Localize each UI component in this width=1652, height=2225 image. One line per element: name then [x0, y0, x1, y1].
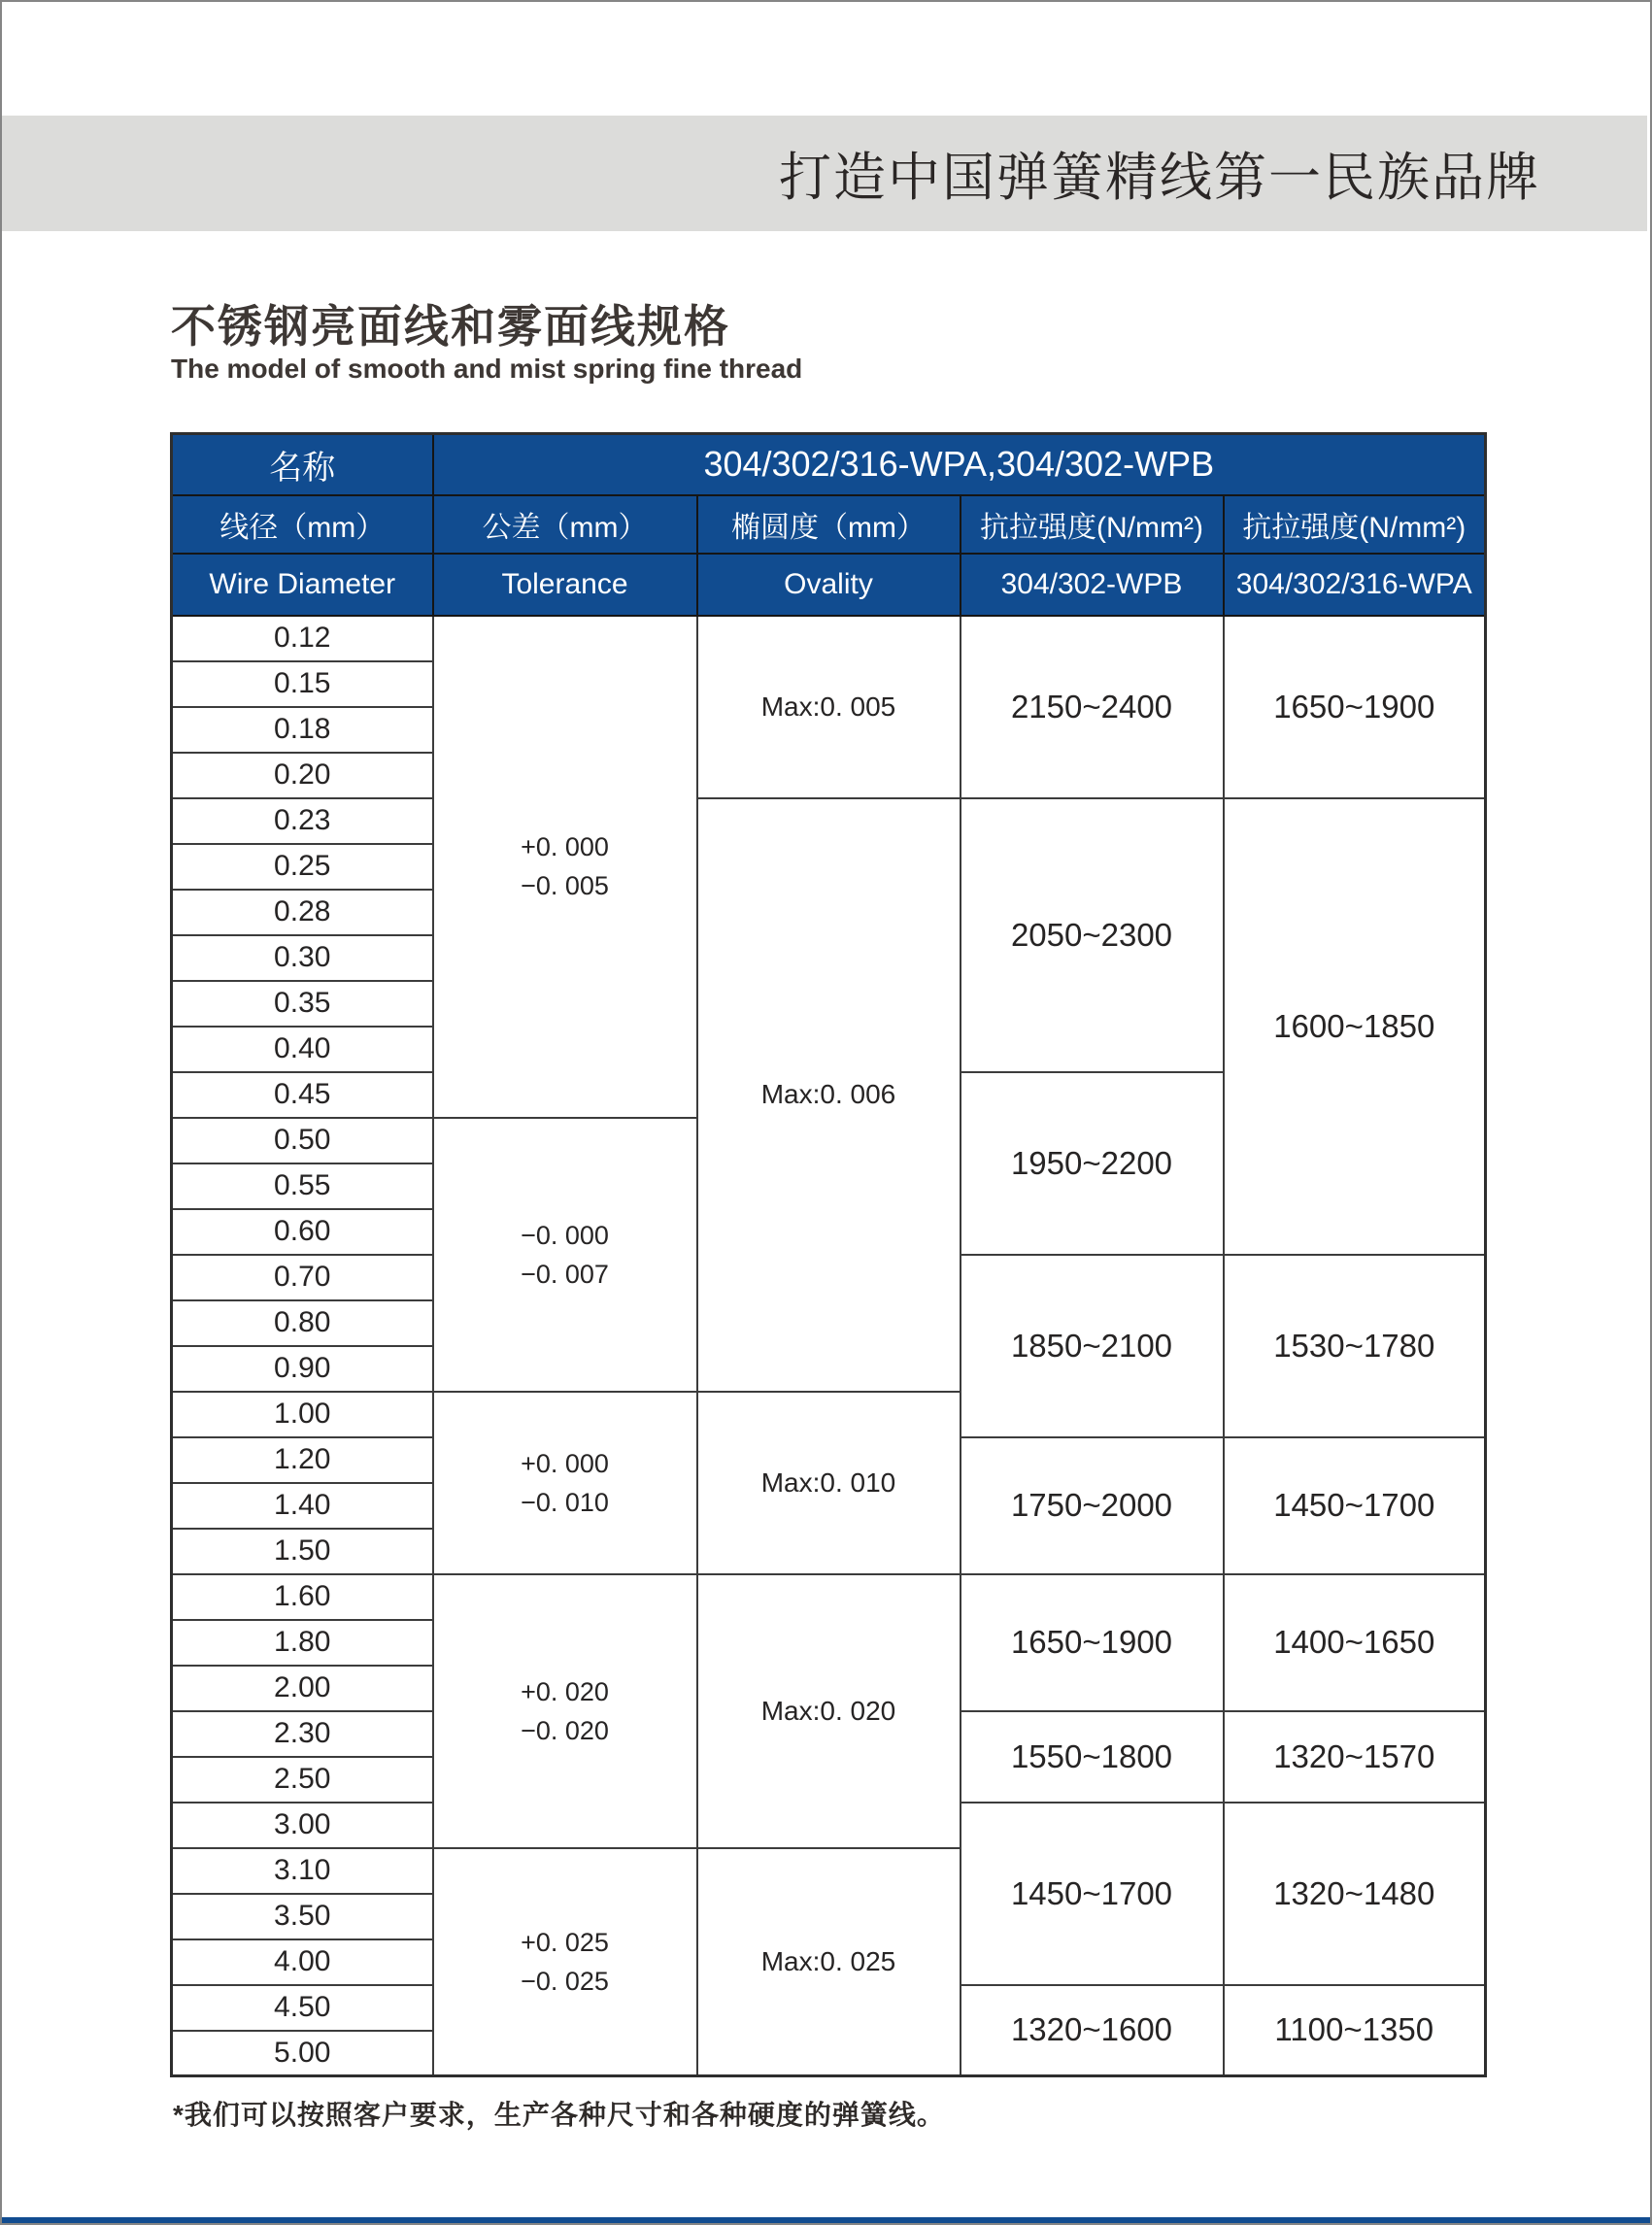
wire-diameter-cell: 0.23 [172, 798, 433, 844]
wire-diameter-cell: 0.30 [172, 935, 433, 981]
brand-banner [2, 116, 1647, 231]
col-header-wire-diameter-zh: 线径（mm） [172, 495, 433, 554]
wpb-cell: 1450~1700 [961, 1803, 1224, 1985]
col-header-ovality-en: Ovality [697, 554, 961, 616]
page-title: 不锈钢亮面线和雾面线规格 [171, 301, 730, 352]
ovality-cell: Max:0. 025 [697, 1848, 961, 2076]
table-row [172, 616, 1486, 661]
wire-diameter-cell: 0.60 [172, 1209, 433, 1255]
spec-table-body [172, 616, 1486, 2076]
spec-table-header [172, 434, 1486, 616]
header-row-zh [172, 495, 1486, 554]
wire-diameter-cell: 1.40 [172, 1483, 433, 1529]
wpb-cell: 1950~2200 [961, 1072, 1224, 1255]
wire-diameter-cell: 0.90 [172, 1346, 433, 1392]
wpb-cell: 1550~1800 [961, 1711, 1224, 1803]
wire-diameter-cell: 0.55 [172, 1163, 433, 1209]
bottom-accent-bar [2, 2217, 1650, 2223]
wpa-cell: 1600~1850 [1224, 798, 1486, 1255]
tolerance-cell: +0. 020 −0. 020 [433, 1574, 697, 1848]
wire-diameter-cell: 0.35 [172, 981, 433, 1027]
wire-diameter-cell: 0.50 [172, 1118, 433, 1163]
col-header-wpa-en: 304/302/316-WPA [1224, 554, 1486, 616]
wire-diameter-cell: 0.25 [172, 844, 433, 890]
wire-diameter-cell: 3.00 [172, 1803, 433, 1848]
ovality-cell: Max:0. 005 [697, 616, 961, 798]
wire-diameter-cell: 4.00 [172, 1939, 433, 1985]
wpb-cell: 1650~1900 [961, 1574, 1224, 1711]
ovality-cell: Max:0. 006 [697, 798, 961, 1392]
wire-diameter-cell: 0.28 [172, 890, 433, 935]
wire-diameter-cell: 4.50 [172, 1985, 433, 2031]
ovality-cell: Max:0. 010 [697, 1392, 961, 1574]
wpa-cell: 1400~1650 [1224, 1574, 1486, 1711]
col-header-wpb-en: 304/302-WPB [961, 554, 1224, 616]
ovality-cell: Max:0. 020 [697, 1574, 961, 1848]
col-header-tolerance-en: Tolerance [433, 554, 697, 616]
wpa-cell: 1650~1900 [1224, 616, 1486, 798]
col-header-tensile-wpb-zh: 抗拉强度(N/mm²) [961, 495, 1224, 554]
wpb-cell: 1750~2000 [961, 1437, 1224, 1574]
col-header-wire-diameter-en: Wire Diameter [172, 554, 433, 616]
wire-diameter-cell: 2.00 [172, 1666, 433, 1711]
col-header-ovality-zh: 椭圆度（mm） [697, 495, 961, 554]
table-row [172, 798, 1486, 844]
wire-diameter-cell: 2.50 [172, 1757, 433, 1803]
wpb-cell: 1320~1600 [961, 1985, 1224, 2076]
wpb-cell: 1850~2100 [961, 1255, 1224, 1437]
wire-diameter-cell: 1.80 [172, 1620, 433, 1666]
wpb-cell: 2050~2300 [961, 798, 1224, 1072]
wire-diameter-cell: 0.20 [172, 753, 433, 798]
wire-diameter-cell: 3.50 [172, 1894, 433, 1939]
tolerance-cell: +0. 025 −0. 025 [433, 1848, 697, 2076]
wire-diameter-cell: 0.15 [172, 661, 433, 707]
wpb-cell: 2150~2400 [961, 616, 1224, 798]
spec-table [170, 432, 1487, 2077]
header-row-name [172, 434, 1486, 495]
wire-diameter-cell: 0.18 [172, 707, 433, 753]
wire-diameter-cell: 5.00 [172, 2031, 433, 2076]
wpa-cell: 1530~1780 [1224, 1255, 1486, 1437]
tolerance-cell: +0. 000 −0. 005 [433, 616, 697, 1118]
wire-diameter-cell: 0.45 [172, 1072, 433, 1118]
col-header-tensile-wpa-zh: 抗拉强度(N/mm²) [1224, 495, 1486, 554]
wire-diameter-cell: 0.40 [172, 1027, 433, 1072]
wpa-cell: 1450~1700 [1224, 1437, 1486, 1574]
tolerance-cell: +0. 000 −0. 010 [433, 1392, 697, 1574]
page-subtitle: The model of smooth and mist spring fine thread [171, 354, 803, 384]
wpa-cell: 1320~1480 [1224, 1803, 1486, 1985]
wire-diameter-cell: 0.80 [172, 1300, 433, 1346]
wire-diameter-cell: 1.20 [172, 1437, 433, 1483]
tolerance-cell: −0. 000 −0. 007 [433, 1118, 697, 1392]
wire-diameter-cell: 3.10 [172, 1848, 433, 1894]
series-value-cell: 304/302/316-WPA,304/302-WPB [433, 434, 1486, 495]
wire-diameter-cell: 1.00 [172, 1392, 433, 1437]
header-row-en [172, 554, 1486, 616]
wire-diameter-cell: 0.70 [172, 1255, 433, 1300]
col-header-tolerance-zh: 公差（mm） [433, 495, 697, 554]
footnote: *我们可以按照客户要求，生产各种尺寸和各种硬度的弹簧线。 [173, 2100, 945, 2130]
wpa-cell: 1320~1570 [1224, 1711, 1486, 1803]
table-row [172, 1574, 1486, 1620]
wire-diameter-cell: 2.30 [172, 1711, 433, 1757]
wire-diameter-cell: 0.12 [172, 616, 433, 661]
wire-diameter-cell: 1.60 [172, 1574, 433, 1620]
brand-slogan: 打造中国弹簧精线第一民族品牌 [779, 149, 1540, 207]
name-label-cell: 名称 [172, 434, 433, 495]
wpa-cell: 1100~1350 [1224, 1985, 1486, 2076]
wire-diameter-cell: 1.50 [172, 1529, 433, 1574]
